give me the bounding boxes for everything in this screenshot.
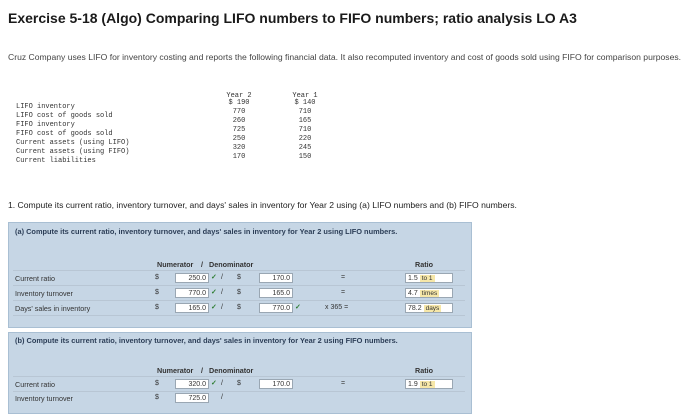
row-divider bbox=[13, 270, 465, 271]
row-divider bbox=[13, 391, 465, 392]
fin-row-y1: 710 bbox=[298, 126, 312, 134]
financial-data-table bbox=[16, 92, 336, 192]
dollar-sign: $ bbox=[155, 304, 159, 311]
ratio-unit: days bbox=[425, 305, 440, 312]
slash-divider: / bbox=[221, 289, 223, 296]
fin-row-y2: 250 bbox=[232, 135, 246, 143]
row-label-current-ratio: Current ratio bbox=[15, 274, 55, 283]
fin-row-y1: 710 bbox=[298, 108, 312, 116]
col-header-year2: Year 2 bbox=[226, 92, 252, 100]
col-header-year1: Year 1 bbox=[292, 92, 318, 100]
equals-sign: = bbox=[341, 380, 346, 387]
col-header-ratio: Ratio bbox=[415, 366, 433, 375]
check-icon: ✓ bbox=[211, 289, 217, 296]
numerator-input[interactable]: 725.0 bbox=[175, 393, 209, 403]
row-divider bbox=[13, 315, 465, 316]
row-divider bbox=[13, 285, 465, 286]
col-header-ratio: Ratio bbox=[415, 260, 433, 269]
row-label-inventory-turnover: Inventory turnover bbox=[15, 289, 73, 298]
fin-row-label: Current liabilities bbox=[16, 157, 96, 165]
fin-row-y1: 150 bbox=[298, 153, 312, 161]
times-365-label: x 365 = bbox=[325, 304, 349, 311]
ratio-output[interactable] bbox=[405, 379, 453, 389]
dollar-sign: $ bbox=[237, 274, 241, 281]
ratio-value: 4.7 bbox=[408, 290, 418, 297]
ratio-unit: times bbox=[421, 290, 438, 297]
intro-text: Cruz Company uses LIFO for inventory costing and reports the following financial data. It also recomputed inventory and cost of goods sold using FIFO for comparison purposes. bbox=[8, 52, 682, 62]
dollar-sign: $ bbox=[237, 304, 241, 311]
row-label-inventory-turnover: Inventory turnover bbox=[15, 394, 73, 403]
row-divider bbox=[13, 300, 465, 301]
dollar-sign: $ bbox=[155, 289, 159, 296]
numerator-input[interactable]: 320.0 bbox=[175, 379, 209, 389]
ratio-value: 1.5 bbox=[408, 275, 418, 282]
numerator-input[interactable]: 165.0 bbox=[175, 303, 209, 313]
check-icon: ✓ bbox=[211, 274, 217, 281]
denominator-input[interactable]: 170.0 bbox=[259, 379, 293, 389]
ratio-unit: to 1 bbox=[421, 381, 433, 388]
part-a-heading: (a) Compute its current ratio, inventory turnover, and days' sales in inventory for Year 2 using LIFO numbers. bbox=[15, 227, 398, 236]
numerator-input[interactable]: 770.0 bbox=[175, 288, 209, 298]
slash-divider: / bbox=[221, 380, 223, 387]
check-icon: ✓ bbox=[211, 380, 217, 387]
col-header-denominator: Denominator bbox=[209, 260, 254, 269]
fin-row-y1: $ 140 bbox=[294, 99, 316, 107]
part-b-heading: (b) Compute its current ratio, inventory turnover, and days' sales in inventory for Year 2 using FIFO numbers. bbox=[15, 336, 398, 345]
dollar-sign: $ bbox=[155, 380, 159, 387]
fin-row-label: FIFO inventory bbox=[16, 121, 75, 129]
ratio-output[interactable] bbox=[405, 303, 453, 313]
dollar-sign: $ bbox=[237, 289, 241, 296]
dollar-sign: $ bbox=[155, 394, 159, 401]
row-divider bbox=[13, 376, 465, 377]
page-title: Exercise 5-18 (Algo) Comparing LIFO numbers to FIFO numbers; ratio analysis LO A3 bbox=[8, 10, 577, 26]
fin-row-y2: 770 bbox=[232, 108, 246, 116]
fin-row-y2: $ 190 bbox=[228, 99, 250, 107]
denominator-input[interactable]: 770.0 bbox=[259, 303, 293, 313]
fin-row-y1: 165 bbox=[298, 117, 312, 125]
fin-row-label: LIFO cost of goods sold bbox=[16, 112, 113, 120]
row-label-current-ratio: Current ratio bbox=[15, 380, 55, 389]
question-text: 1. Compute its current ratio, inventory turnover, and days' sales in inventory for Year 2 using (a) LIFO numbers and (b) FIFO numbers. bbox=[8, 200, 517, 210]
ratio-output[interactable] bbox=[405, 273, 453, 283]
check-icon: ✓ bbox=[211, 304, 217, 311]
denominator-input[interactable]: 165.0 bbox=[259, 288, 293, 298]
fin-row-y2: 260 bbox=[232, 117, 246, 125]
dollar-sign: $ bbox=[237, 380, 241, 387]
fin-row-label: Current assets (using FIFO) bbox=[16, 148, 130, 156]
row-label-days-sales: Days' sales in inventory bbox=[15, 304, 91, 313]
ratio-value: 78.2 bbox=[408, 305, 422, 312]
ratio-unit: to 1 bbox=[421, 275, 433, 282]
fin-row-y1: 220 bbox=[298, 135, 312, 143]
col-header-denominator: Denominator bbox=[209, 366, 254, 375]
equals-sign: = bbox=[341, 274, 346, 281]
equals-sign: = bbox=[341, 289, 346, 296]
denominator-input[interactable]: 170.0 bbox=[259, 273, 293, 283]
fin-row-y2: 320 bbox=[232, 144, 246, 152]
slash-divider: / bbox=[201, 366, 203, 375]
ratio-value: 1.9 bbox=[408, 381, 418, 388]
fin-row-y2: 725 bbox=[232, 126, 246, 134]
dollar-sign: $ bbox=[155, 274, 159, 281]
slash-divider: / bbox=[221, 394, 223, 401]
fin-row-y1: 245 bbox=[298, 144, 312, 152]
check-icon: ✓ bbox=[295, 304, 301, 311]
slash-divider: / bbox=[201, 260, 203, 269]
part-a-panel bbox=[8, 222, 472, 328]
col-header-numerator: Numerator bbox=[157, 260, 194, 269]
fin-row-label: LIFO inventory bbox=[16, 103, 75, 111]
numerator-input[interactable]: 250.0 bbox=[175, 273, 209, 283]
col-header-numerator: Numerator bbox=[157, 366, 194, 375]
fin-row-label: FIFO cost of goods sold bbox=[16, 130, 113, 138]
slash-divider: / bbox=[221, 304, 223, 311]
fin-row-y2: 170 bbox=[232, 153, 246, 161]
ratio-output[interactable] bbox=[405, 288, 453, 298]
slash-divider: / bbox=[221, 274, 223, 281]
fin-row-label: Current assets (using LIFO) bbox=[16, 139, 130, 147]
